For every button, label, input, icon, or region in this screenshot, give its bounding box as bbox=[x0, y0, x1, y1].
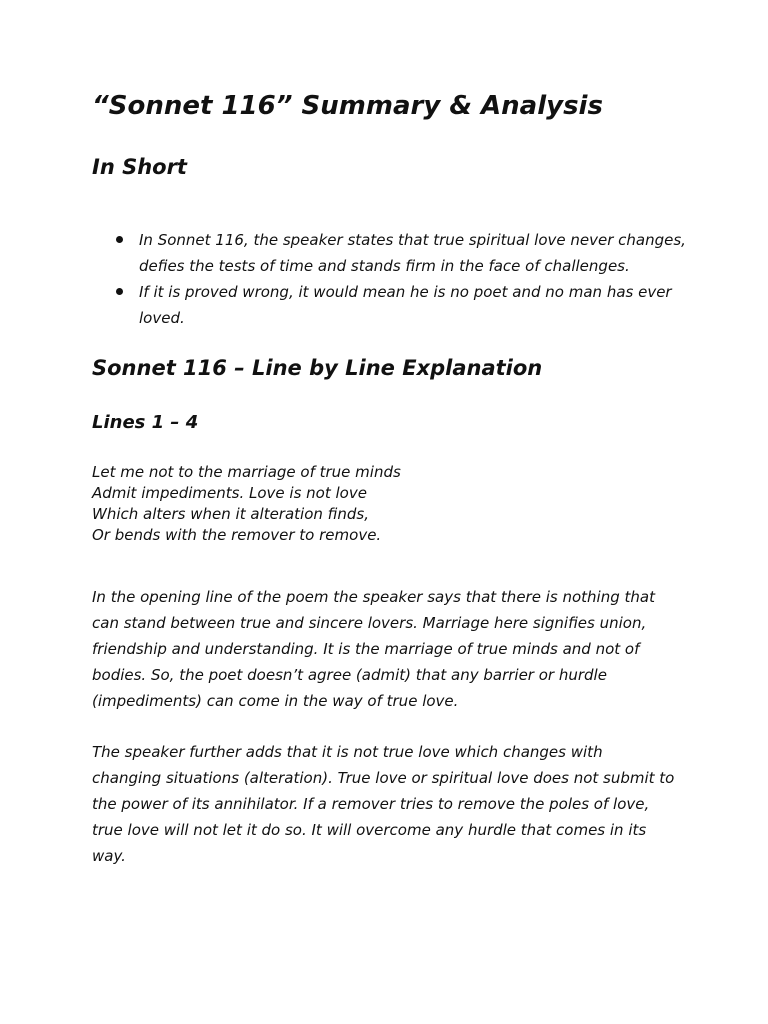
bullet-line: If it is proved wrong, it would mean he is no poet and no man has ever bbox=[139, 283, 672, 301]
paragraph-line: the power of its annihilator. If a remover tries to remove the poles of love, bbox=[92, 795, 650, 813]
poem-line: Which alters when it alteration finds, bbox=[92, 505, 369, 523]
poem-line: Or bends with the remover to remove. bbox=[92, 526, 382, 544]
lines-heading: Lines 1 – 4 bbox=[92, 412, 199, 433]
poem-line: Admit impediments. Love is not love bbox=[92, 484, 367, 502]
paragraph-line: way. bbox=[92, 847, 126, 865]
paragraph-line: true love will not let it do so. It will overcome any hurdle that comes in its bbox=[92, 821, 647, 839]
paragraph-line: changing situations (alteration). True love or spiritual love does not submit to bbox=[92, 769, 675, 787]
paragraph-line: (impediments) can come in the way of true love. bbox=[92, 692, 459, 710]
paragraph-line: The speaker further adds that it is not true love which changes with bbox=[92, 743, 603, 761]
bullet-line: In Sonnet 116, the speaker states that true spiritual love never changes, bbox=[139, 231, 686, 249]
paragraph-line: can stand between true and sincere lovers. Marriage here signifies union, bbox=[92, 614, 647, 632]
bullet-line: loved. bbox=[139, 309, 185, 327]
bullet-icon bbox=[116, 236, 123, 243]
bullet-icon bbox=[116, 288, 123, 295]
paragraph-line: bodies. So, the poet doesn’t agree (admit) that any barrier or hurdle bbox=[92, 666, 607, 684]
page-title: “Sonnet 116” Summary & Analysis bbox=[92, 91, 603, 121]
in-short-heading: In Short bbox=[92, 155, 187, 179]
paragraph-line: In the opening line of the poem the speaker says that there is nothing that bbox=[92, 588, 655, 606]
explanation-heading: Sonnet 116 – Line by Line Explanation bbox=[92, 356, 543, 380]
bullet-line: defies the tests of time and stands firm in the face of challenges. bbox=[139, 257, 630, 275]
paragraph-line: friendship and understanding. It is the marriage of true minds and not of bbox=[92, 640, 640, 658]
poem-line: Let me not to the marriage of true minds bbox=[92, 463, 401, 481]
